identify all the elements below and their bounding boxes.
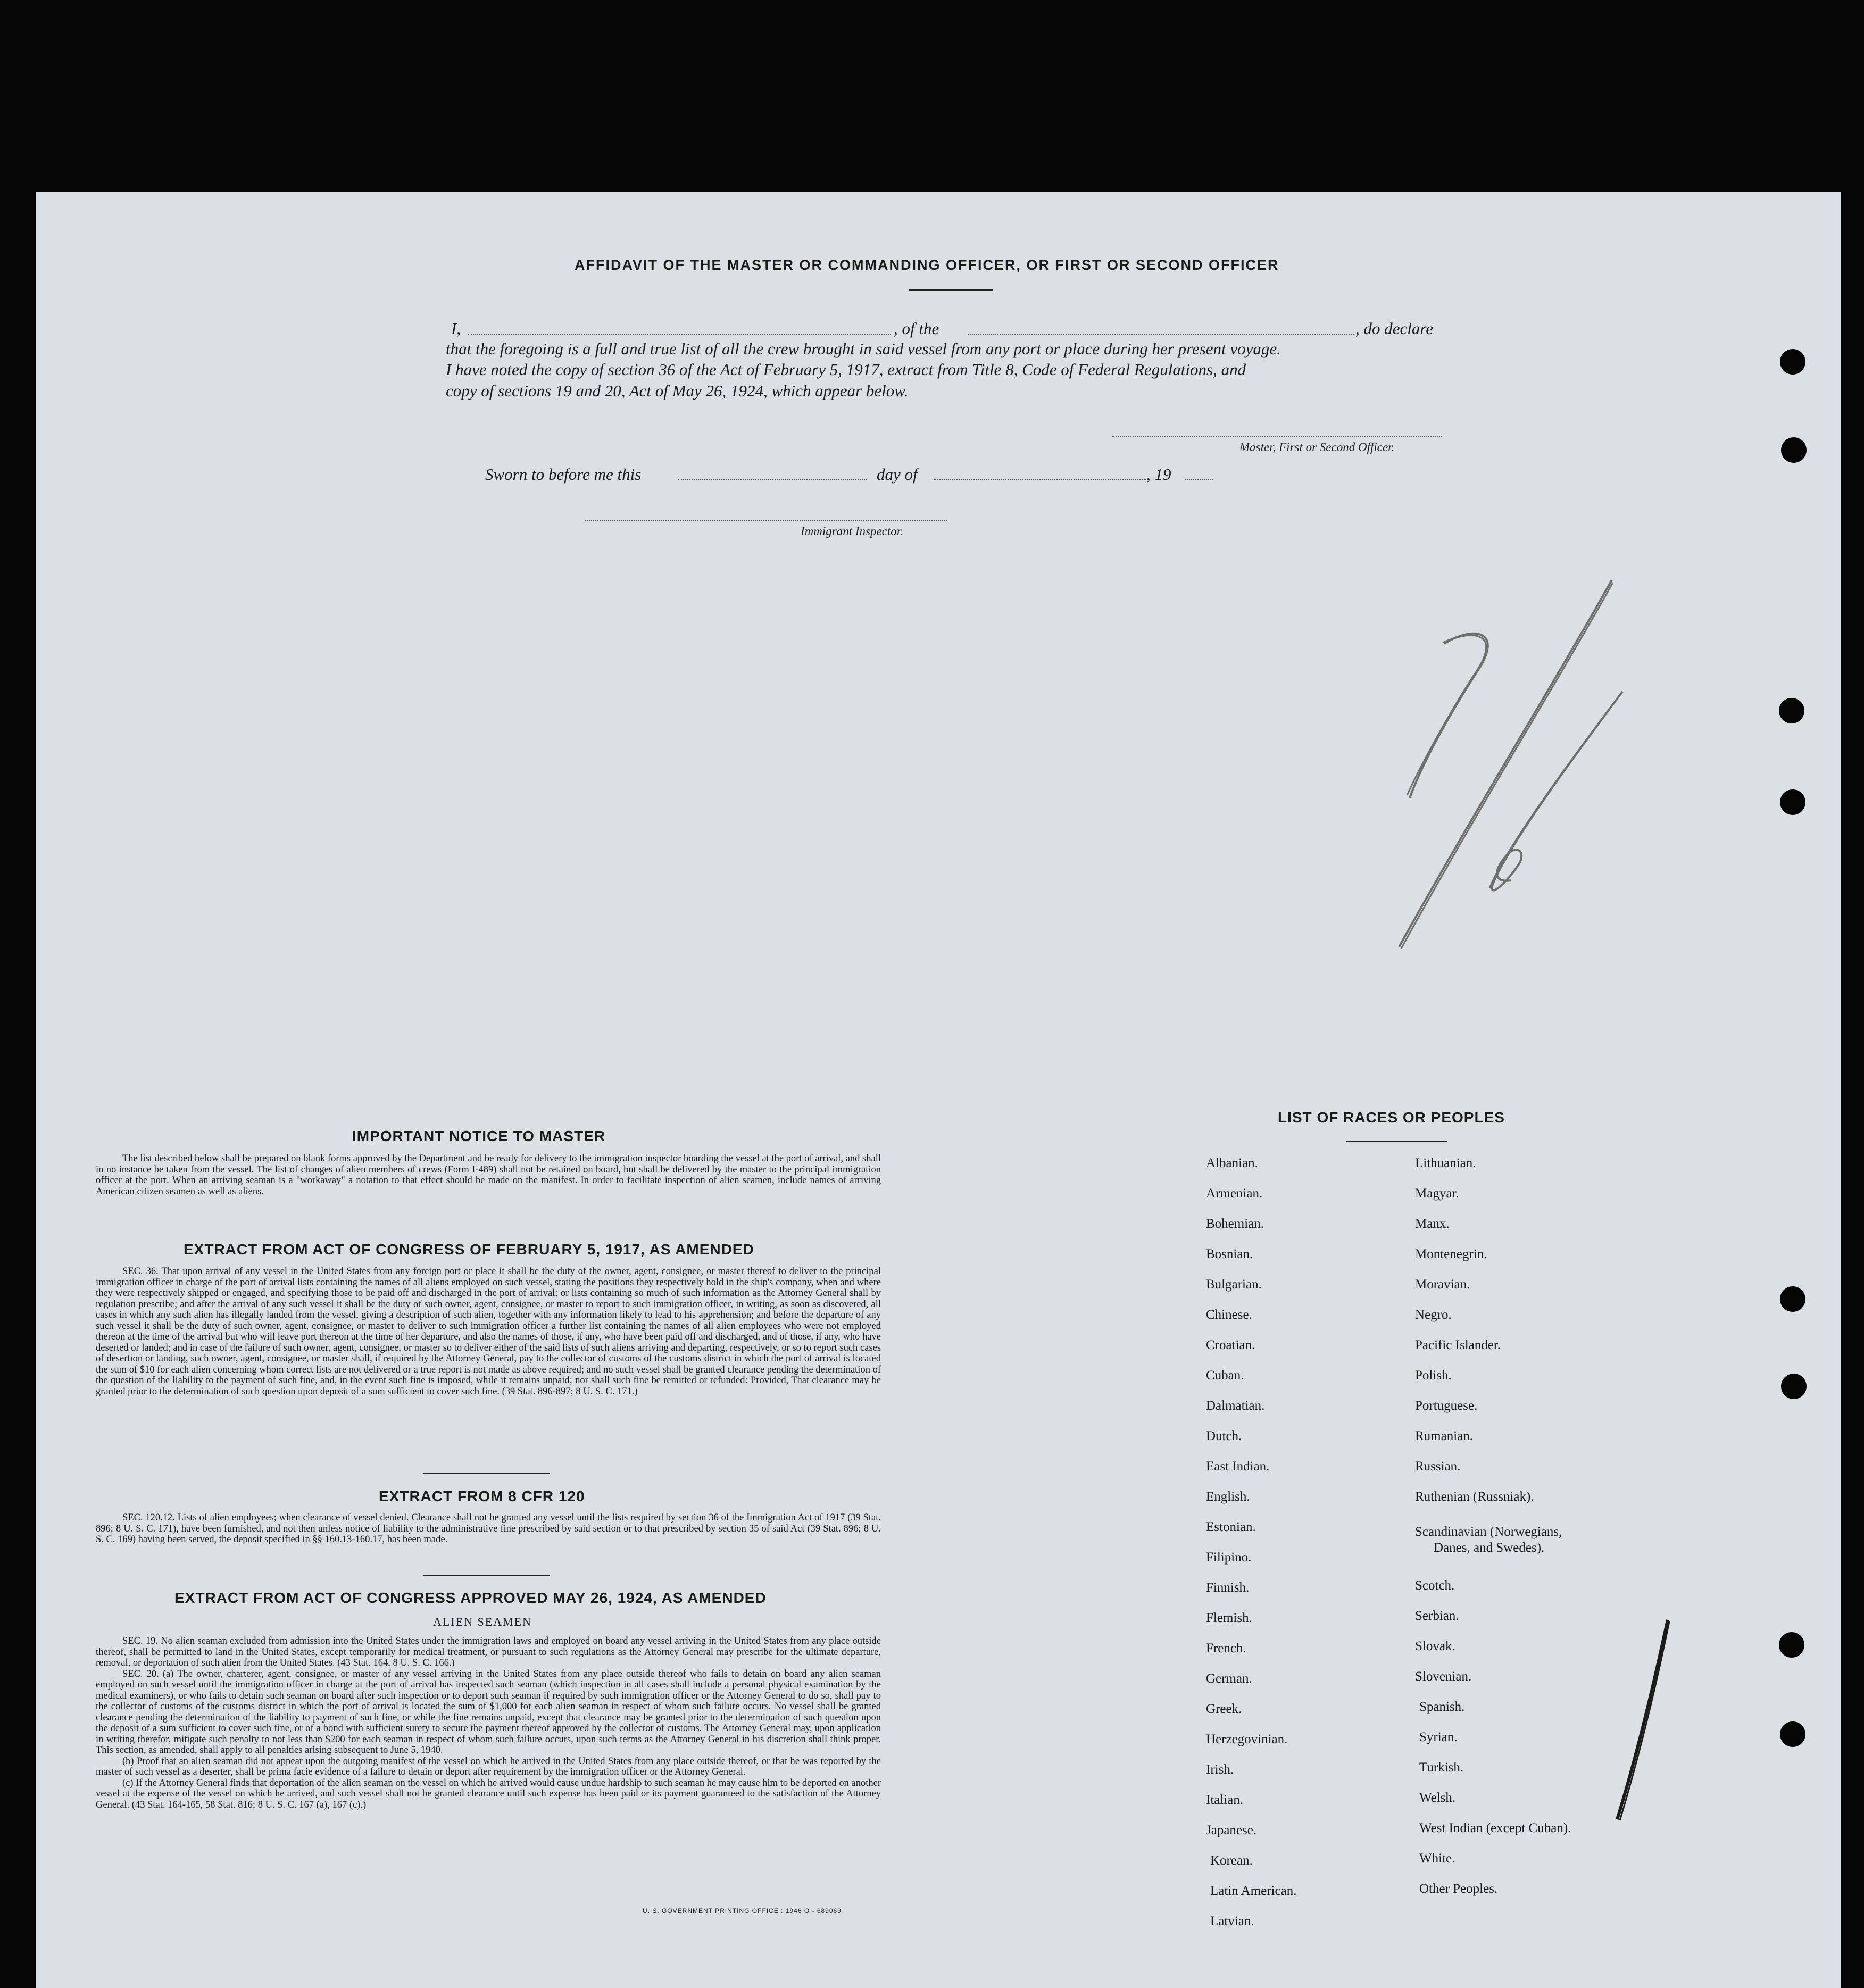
binder-hole [1779,1632,1804,1658]
race-item: Herzegovinian. [1206,1732,1288,1746]
race-item: Armenian. [1206,1186,1263,1201]
extract-1924-subtitle: ALIEN SEAMEN [433,1615,532,1628]
race-item: Scotch. [1415,1578,1455,1593]
binder-hole [1780,349,1805,375]
extract-1924-title: EXTRACT FROM ACT OF CONGRESS APPROVED MAY 26, 1924, AS AMENDED [174,1590,767,1606]
race-item: Cuban. [1206,1368,1244,1383]
divider [1346,1141,1447,1142]
blank-vessel[interactable] [968,334,1354,335]
sworn-year: , 19 [1146,465,1171,484]
sworn-day-of: day of [877,465,918,484]
races-title: LIST OF RACES OR PEOPLES [1278,1109,1505,1126]
sec-20c: (c) If the Attorney General finds that deportation of the alien seaman on the vessel on which he arrived would cause undue hardship to such seaman he may cause him to be deported on another vessel at the expense of the vessel on which he arrived, and such vessel shall not be granted clearance until such expense has been paid or its payment guaranteed to the satisfaction of the Attorney General. (43 Stat. 164-165, 58 Stat. 816; 8 U. S. C. 167 (a), 167 (c).) [96,1777,881,1810]
race-item: Spanish. [1419,1700,1465,1714]
race-item: Flemish. [1206,1611,1252,1625]
affidavit-title: AFFIDAVIT OF THE MASTER OR COMMANDING OFFICER, OR FIRST OR SECOND OFFICER [575,257,1279,273]
handwritten-slash-mark [1601,1617,1686,1825]
race-item: Finnish. [1206,1581,1250,1595]
race-item: Bohemian. [1206,1217,1264,1231]
binder-hole [1781,437,1807,463]
race-item: Rumanian. [1415,1429,1474,1443]
handwritten-number-76 [1383,575,1660,958]
binder-hole [1781,1374,1807,1399]
race-item: Greek. [1206,1702,1242,1716]
sec-19: SEC. 19. No alien seaman excluded from admission into the United States under the immigration laws and employed on board any vessel arriving in the United States from any place outside thereof, shall be permitted to land in the United States, except temporarily for medical treatment, or pursuant to such regulations as the Attorney General may prescribe for the ultimate departure, removal, or deportation of such alien from the United States. (43 Stat. 164, 8 U. S. C. 166.) [96,1636,881,1668]
race-item: German. [1206,1671,1252,1686]
race-item: Latvian. [1210,1914,1254,1928]
extract-1924-text [96,1636,881,1810]
race-item: Moravian. [1415,1277,1470,1292]
affidavit-line-4: copy of sections 19 and 20, Act of May 26, 1924, which appear below. [446,381,909,400]
race-item: West Indian (except Cuban). [1419,1821,1571,1835]
race-item: Lithuanian. [1415,1156,1476,1170]
blank-month[interactable] [934,479,1146,480]
race-item: Pacific Islander. [1415,1338,1501,1352]
race-item: Croatian. [1206,1338,1255,1352]
blank-name[interactable] [468,334,891,335]
race-item: Scandinavian (Norwegians, [1415,1525,1562,1539]
race-item: Russian. [1415,1459,1461,1474]
race-item: Ruthenian (Russniak). [1415,1490,1534,1504]
blank-year[interactable] [1185,479,1213,480]
race-item: Estonian. [1206,1520,1256,1534]
affidavit-i: I, [451,319,461,338]
race-item: Magyar. [1415,1186,1459,1201]
divider [423,1473,550,1474]
extract-cfr-title: EXTRACT FROM 8 CFR 120 [379,1488,585,1504]
race-item: Other Peoples. [1419,1882,1498,1896]
race-item: Welsh. [1419,1791,1456,1805]
binder-hole [1780,789,1805,815]
race-item: Turkish. [1419,1760,1464,1775]
printing-office-footer: U. S. GOVERNMENT PRINTING OFFICE : 1946 O - 689069 [643,1907,842,1915]
race-item: Slovenian. [1415,1669,1472,1684]
race-item: Dalmatian. [1206,1399,1265,1413]
race-item: White. [1419,1851,1455,1866]
signature-line[interactable] [1112,436,1442,437]
binder-hole [1779,698,1804,723]
race-item: Dutch. [1206,1429,1242,1443]
extract-1917-text: SEC. 36. That upon arrival of any vessel in the United States from any foreign port or place it shall be the duty of the owner, agent, consignee, or master thereof to deliver to the principal immigration officer in charge of the port of arrival lists containing the names of all aliens employed on such vessel, stating the positions they respectively hold in the ship's company, when and where they were respectively shipped or engaged, and specifying those to be paid off and discharged in the port of arrival; or lists containing so much of such information as the Attorney General shall by regulation prescribe; and after the arrival of any such vessel it shall be the duty of such owner, agent, consignee, or master to report to such immigration officer, in writing, as soon as discovered, all cases in which any such alien has illegally landed from the vessel, giving a description of such alien, together with any information likely to lead to his apprehension; and before the departure of any such vessel it shall be the duty of such owner, agent, consignee, or master to deliver to such immigration officer a further list containing the names of all alien employees who were not employed thereon at the time of the arrival but who will leave port thereon at the time of her departure, and also the names of those, if any, who have been paid off and discharged, and of those, if any, who have deserted or landed; and in case of the failure of such owner, agent, consignee, or master so to deliver either of the said lists of such aliens arriving and departing, respectively, or so to report such cases of desertion or landing, such owner, agent, consignee, or master shall, if required by the Attorney General, pay to the collector of customs of the customs district in which the port of arrival is located the sum of $10 for each alien concerning whom correct lists are not delivered or a true report is not made as above required; and no such vessel shall be granted clearance pending the determination of the question of the liability to the payment of such fine, and, in the event such fine is imposed, while it remains unpaid; nor shall such fine be remitted or refunded: Provided, That clearance may be granted prior to the determination of such question upon deposit of a sum sufficient to cover such fine. (39 Stat. 896-897; 8 U. S. C. 171.) [96,1266,881,1397]
race-item: East Indian. [1206,1459,1270,1474]
race-item: Bulgarian. [1206,1277,1262,1292]
race-item: Serbian. [1415,1609,1459,1623]
race-item: French. [1206,1641,1246,1656]
race-item: Irish. [1206,1762,1234,1777]
sec-20b: (b) Proof that an alien seaman did not appear upon the outgoing manifest of the vessel on which he arrived in the United States from any place outside thereof, or that he was reported by the master of such vessel as a deserter, shall be prima facie evidence of a failure to detain or deport after requirement by the immigration officer or the Attorney General. [96,1756,881,1777]
notice-text: The list described below shall be prepared on blank forms approved by the Department and be ready for delivery to the immigration inspector boarding the vessel at the port of arrival, and shall in no instance be taken from the vessel. The list of changes of alien members of crews (Form I-489) shall not be retained on board, but shall be delivered by the master to the principal immigration officer at the port. When an arriving seaman is a "workaway" a notation to that effect should be made on the manifest. In order to facilitate inspection of alien seamen, include names of arriving American citizen seamen as well as aliens. [96,1153,881,1197]
race-item: Danes, and Swedes). [1434,1541,1545,1555]
notice-title: IMPORTANT NOTICE TO MASTER [352,1128,606,1144]
binder-hole [1780,1286,1805,1312]
inspector-label: Immigrant Inspector. [801,525,903,538]
race-item: Albanian. [1206,1156,1258,1170]
binder-hole [1780,1721,1805,1747]
extract-cfr-text: SEC. 120.12. Lists of alien employees; when clearance of vessel denied. Clearance shall not be granted any vessel until the lists required by section 36 of the Immigration Act of 1917 (39 Stat. 896; 8 U. S. C. 171), have been furnished, and not then unless notice of liability to the administrative fine prescribed by said section or to that prescribed by section 35 of said Act (39 Stat. 896; 8 U. S. C. 169) having been served, the deposit specified in §§ 160.13-160.17, has been made. [96,1512,881,1545]
race-item: Manx. [1415,1217,1450,1231]
inspector-signature-line[interactable] [585,520,947,521]
race-item: Bosnian. [1206,1247,1253,1261]
affidavit-line-3: I have noted the copy of section 36 of the Act of February 5, 1917, extract from Title 8, Code of Federal Regulations, and [446,360,1246,379]
blank-day[interactable] [678,479,867,480]
affidavit-of-the: , of the [894,319,939,338]
divider [909,289,993,291]
race-item: Portuguese. [1415,1399,1478,1413]
affidavit-line-2: that the foregoing is a full and true list of all the crew brought in said vessel from any port or place during her present voyage. [446,339,1281,358]
race-item: Korean. [1210,1853,1253,1868]
extract-1917-title: EXTRACT FROM ACT OF CONGRESS OF FEBRUARY 5, 1917, AS AMENDED [184,1241,754,1258]
affidavit-declare: , do declare [1355,319,1434,338]
race-item: Filipino. [1206,1550,1252,1565]
signature-label: Master, First or Second Officer. [1239,440,1395,454]
race-item: Syrian. [1419,1730,1458,1744]
race-item: Slovak. [1415,1639,1455,1653]
sec-20a: SEC. 20. (a) The owner, charterer, agent, consignee, or master of any vessel arriving in the United States from any place outside thereof who fails to detain on board any alien seaman employed on such vessel until the immigration officer in charge at the port of arrival has inspected such seaman (which inspection in all cases shall include a personal physical examination by the medical examiners), or who fails to detain such seaman on board after such inspection or to deport such seaman if required by such immigration officer or the Attorney General to do so, shall pay to the collector of customs of the customs district in which the port of arrival is located the sum of $1,000 for each alien seaman in respect of whom such failure occurs. No vessel shall be granted clearance pending the determination of the liability to payment of such fine, or while the fine remains unpaid, except that clearance may be granted prior to the determination of such question upon the deposit of a sum sufficient to cover such fine, or of a bond with sufficient surety to secure the payment thereof approved by the collector of customs. The Attorney General may, upon application in writing therefor, mitigate such penalty to not less than $200 for each seaman in respect of whom such failure occurs, upon such terms as the Attorney General in his discretion shall think proper. This section, as amended, shall apply to all penalties arising subsequent to June 5, 1940. [96,1668,881,1756]
race-item: Japanese. [1206,1823,1257,1837]
sworn-prefix: Sworn to before me this [485,465,642,484]
race-item: Chinese. [1206,1308,1252,1322]
race-item: Polish. [1415,1368,1452,1383]
race-item: English. [1206,1490,1250,1504]
race-item: Latin American. [1210,1884,1297,1898]
race-item: Negro. [1415,1308,1452,1322]
race-item: Italian. [1206,1793,1244,1807]
race-item: Montenegrin. [1415,1247,1487,1261]
divider [423,1575,550,1576]
